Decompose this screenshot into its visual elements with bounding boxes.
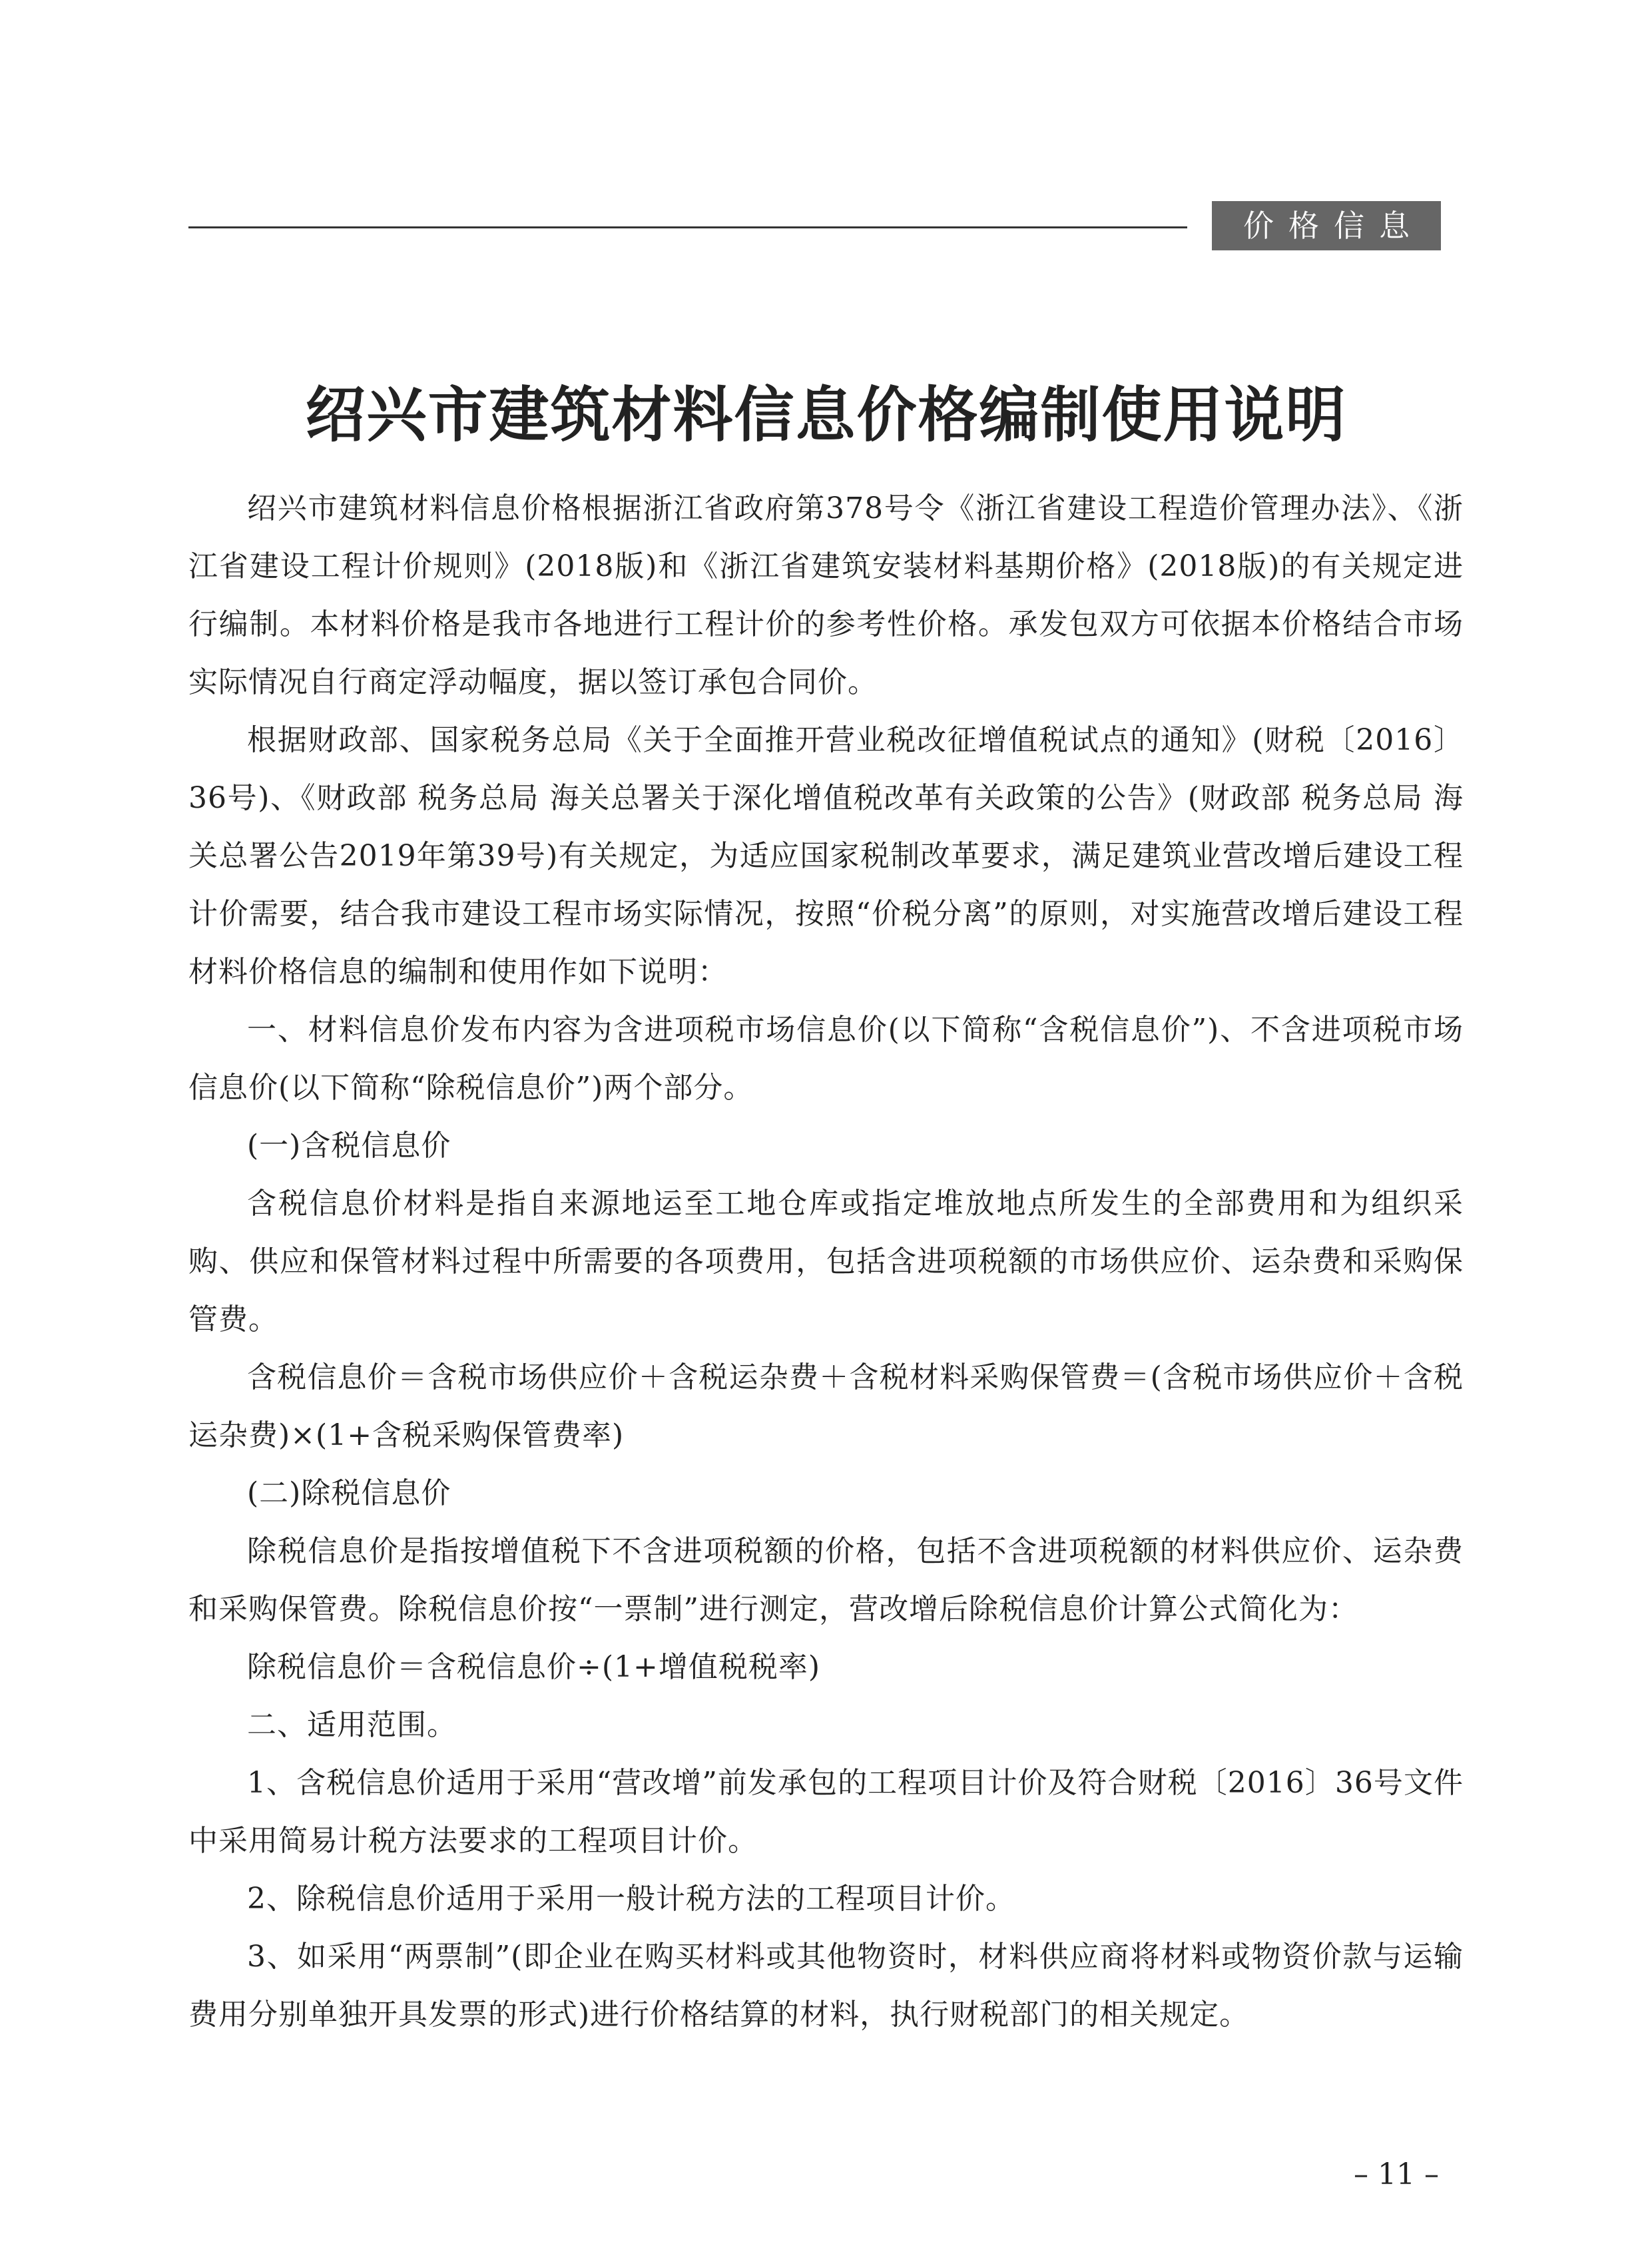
paragraph: 含税信息价＝含税市场供应价＋含税运杂费＋含税材料采购保管费＝(含税市场供应价＋含税运杂费)×(1+含税采购保管费率) [188,1360,1464,1452]
paragraph: 二、适用范围。 [247,1708,457,1742]
paragraph: 2、除税信息价适用于采用一般计税方法的工程项目计价。 [247,1882,1015,1916]
page-title: 绍兴市建筑材料信息价格编制使用说明 [305,380,1347,451]
header-rule [188,226,1187,228]
paragraph: (二)除税信息价 [247,1476,451,1510]
section-tag: 价格信息 [1212,201,1441,250]
paragraph: 3、如采用“两票制”(即企业在购买材料或其他物资时，材料供应商将材料或物资价款与运输费用分别单独开具发票的形式)进行价格结算的材料，执行财税部门的相关规定。 [188,1940,1464,2032]
paragraph: 根据财政部、国家税务总局《关于全面推开营业税改征增值税试点的通知》(财税〔2016〕36号)、《财政部 税务总局 海关总署关于深化增值税改革有关政策的公告》(财政部 税务总局 海关总署公告2019年第39号)有关规定，为适应国家税制改革要求，满足建筑业营改增后建设工程计价需要，结合我市建设工程市场实际情况，按照“价税分离”的原则，对实施营改增后建设工程材料价格信息的编制和使用作如下说明： [188,723,1464,989]
paragraph: 一、材料信息价发布内容为含进项税市场信息价(以下简称“含税信息价”)、不含进项税市场信息价(以下简称“除税信息价”)两个部分。 [188,1013,1464,1105]
paragraph: 除税信息价是指按增值税下不含进项税额的价格，包括不含进项税额的材料供应价、运杂费和采购保管费。除税信息价按“一票制”进行测定，营改增后除税信息价计算公式简化为： [188,1534,1464,1626]
page-number: – 11 – [1354,2157,1439,2191]
paragraph: 除税信息价＝含税信息价÷(1+增值税税率) [247,1650,821,1684]
body-text [188,479,1464,2044]
paragraph: (一)含税信息价 [247,1129,451,1163]
paragraph: 绍兴市建筑材料信息价格根据浙江省政府第378号令《浙江省建设工程造价管理办法》、《浙江省建设工程计价规则》(2018版)和《浙江省建筑安装材料基期价格》(2018版)的有关规定进行编制。本材料价格是我市各地进行工程计价的参考性价格。承发包双方可依据本价格结合市场实际情况自行商定浮动幅度，据以签订承包合同价。 [188,491,1464,699]
paragraph: 含税信息价材料是指自来源地运至工地仓库或指定堆放地点所发生的全部费用和为组织采购、供应和保管材料过程中所需要的各项费用，包括含进项税额的市场供应价、运杂费和采购保管费。 [188,1187,1464,1336]
paragraph: 1、含税信息价适用于采用“营改增”前发承包的工程项目计价及符合财税〔2016〕36号文件中采用简易计税方法要求的工程项目计价。 [188,1766,1464,1858]
